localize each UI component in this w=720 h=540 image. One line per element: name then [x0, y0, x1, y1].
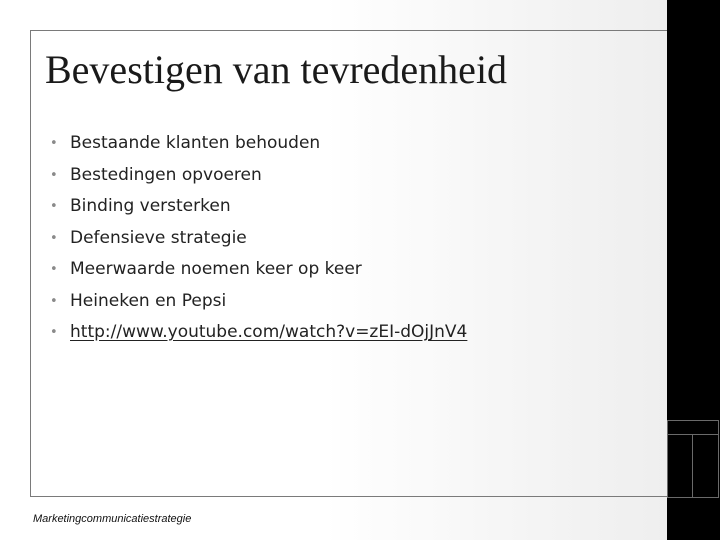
bullet-dot-icon: •	[50, 325, 58, 340]
youtube-link[interactable]: http://www.youtube.com/watch?v=zEI-dOjJnV4	[70, 322, 468, 342]
bullet-dot-icon: •	[50, 262, 58, 277]
bullet-dot-icon: •	[50, 136, 58, 151]
bullet-list	[50, 128, 467, 349]
bullet-item	[50, 128, 467, 160]
bullet-text: Heineken en Pepsi	[70, 290, 227, 311]
bullet-text: Bestedingen opvoeren	[70, 164, 262, 185]
bullet-dot-icon: •	[50, 230, 58, 246]
bullet-dot-icon: •	[50, 167, 58, 183]
bullet-item	[50, 160, 467, 192]
bullet-item	[50, 191, 467, 223]
bullet-dot-icon: •	[50, 199, 58, 214]
bullet-text: Bestaande klanten behouden	[70, 133, 321, 153]
bullet-item-link	[50, 317, 467, 349]
bullet-item	[50, 286, 467, 318]
bullet-dot-icon: •	[50, 293, 58, 309]
slide-title: Bevestigen van tevredenheid	[45, 47, 508, 92]
bullet-text: Defensieve strategie	[70, 227, 247, 248]
bullet-item	[50, 254, 467, 286]
bullet-item	[50, 223, 467, 255]
bullet-text: Meerwaarde noemen keer op keer	[70, 259, 362, 279]
sidebar-box-lower	[667, 434, 719, 498]
bullet-text: Binding versterken	[70, 196, 231, 216]
footer-text: Marketingcommunicatiestrategie	[33, 513, 192, 525]
sidebar-divider	[692, 434, 693, 498]
